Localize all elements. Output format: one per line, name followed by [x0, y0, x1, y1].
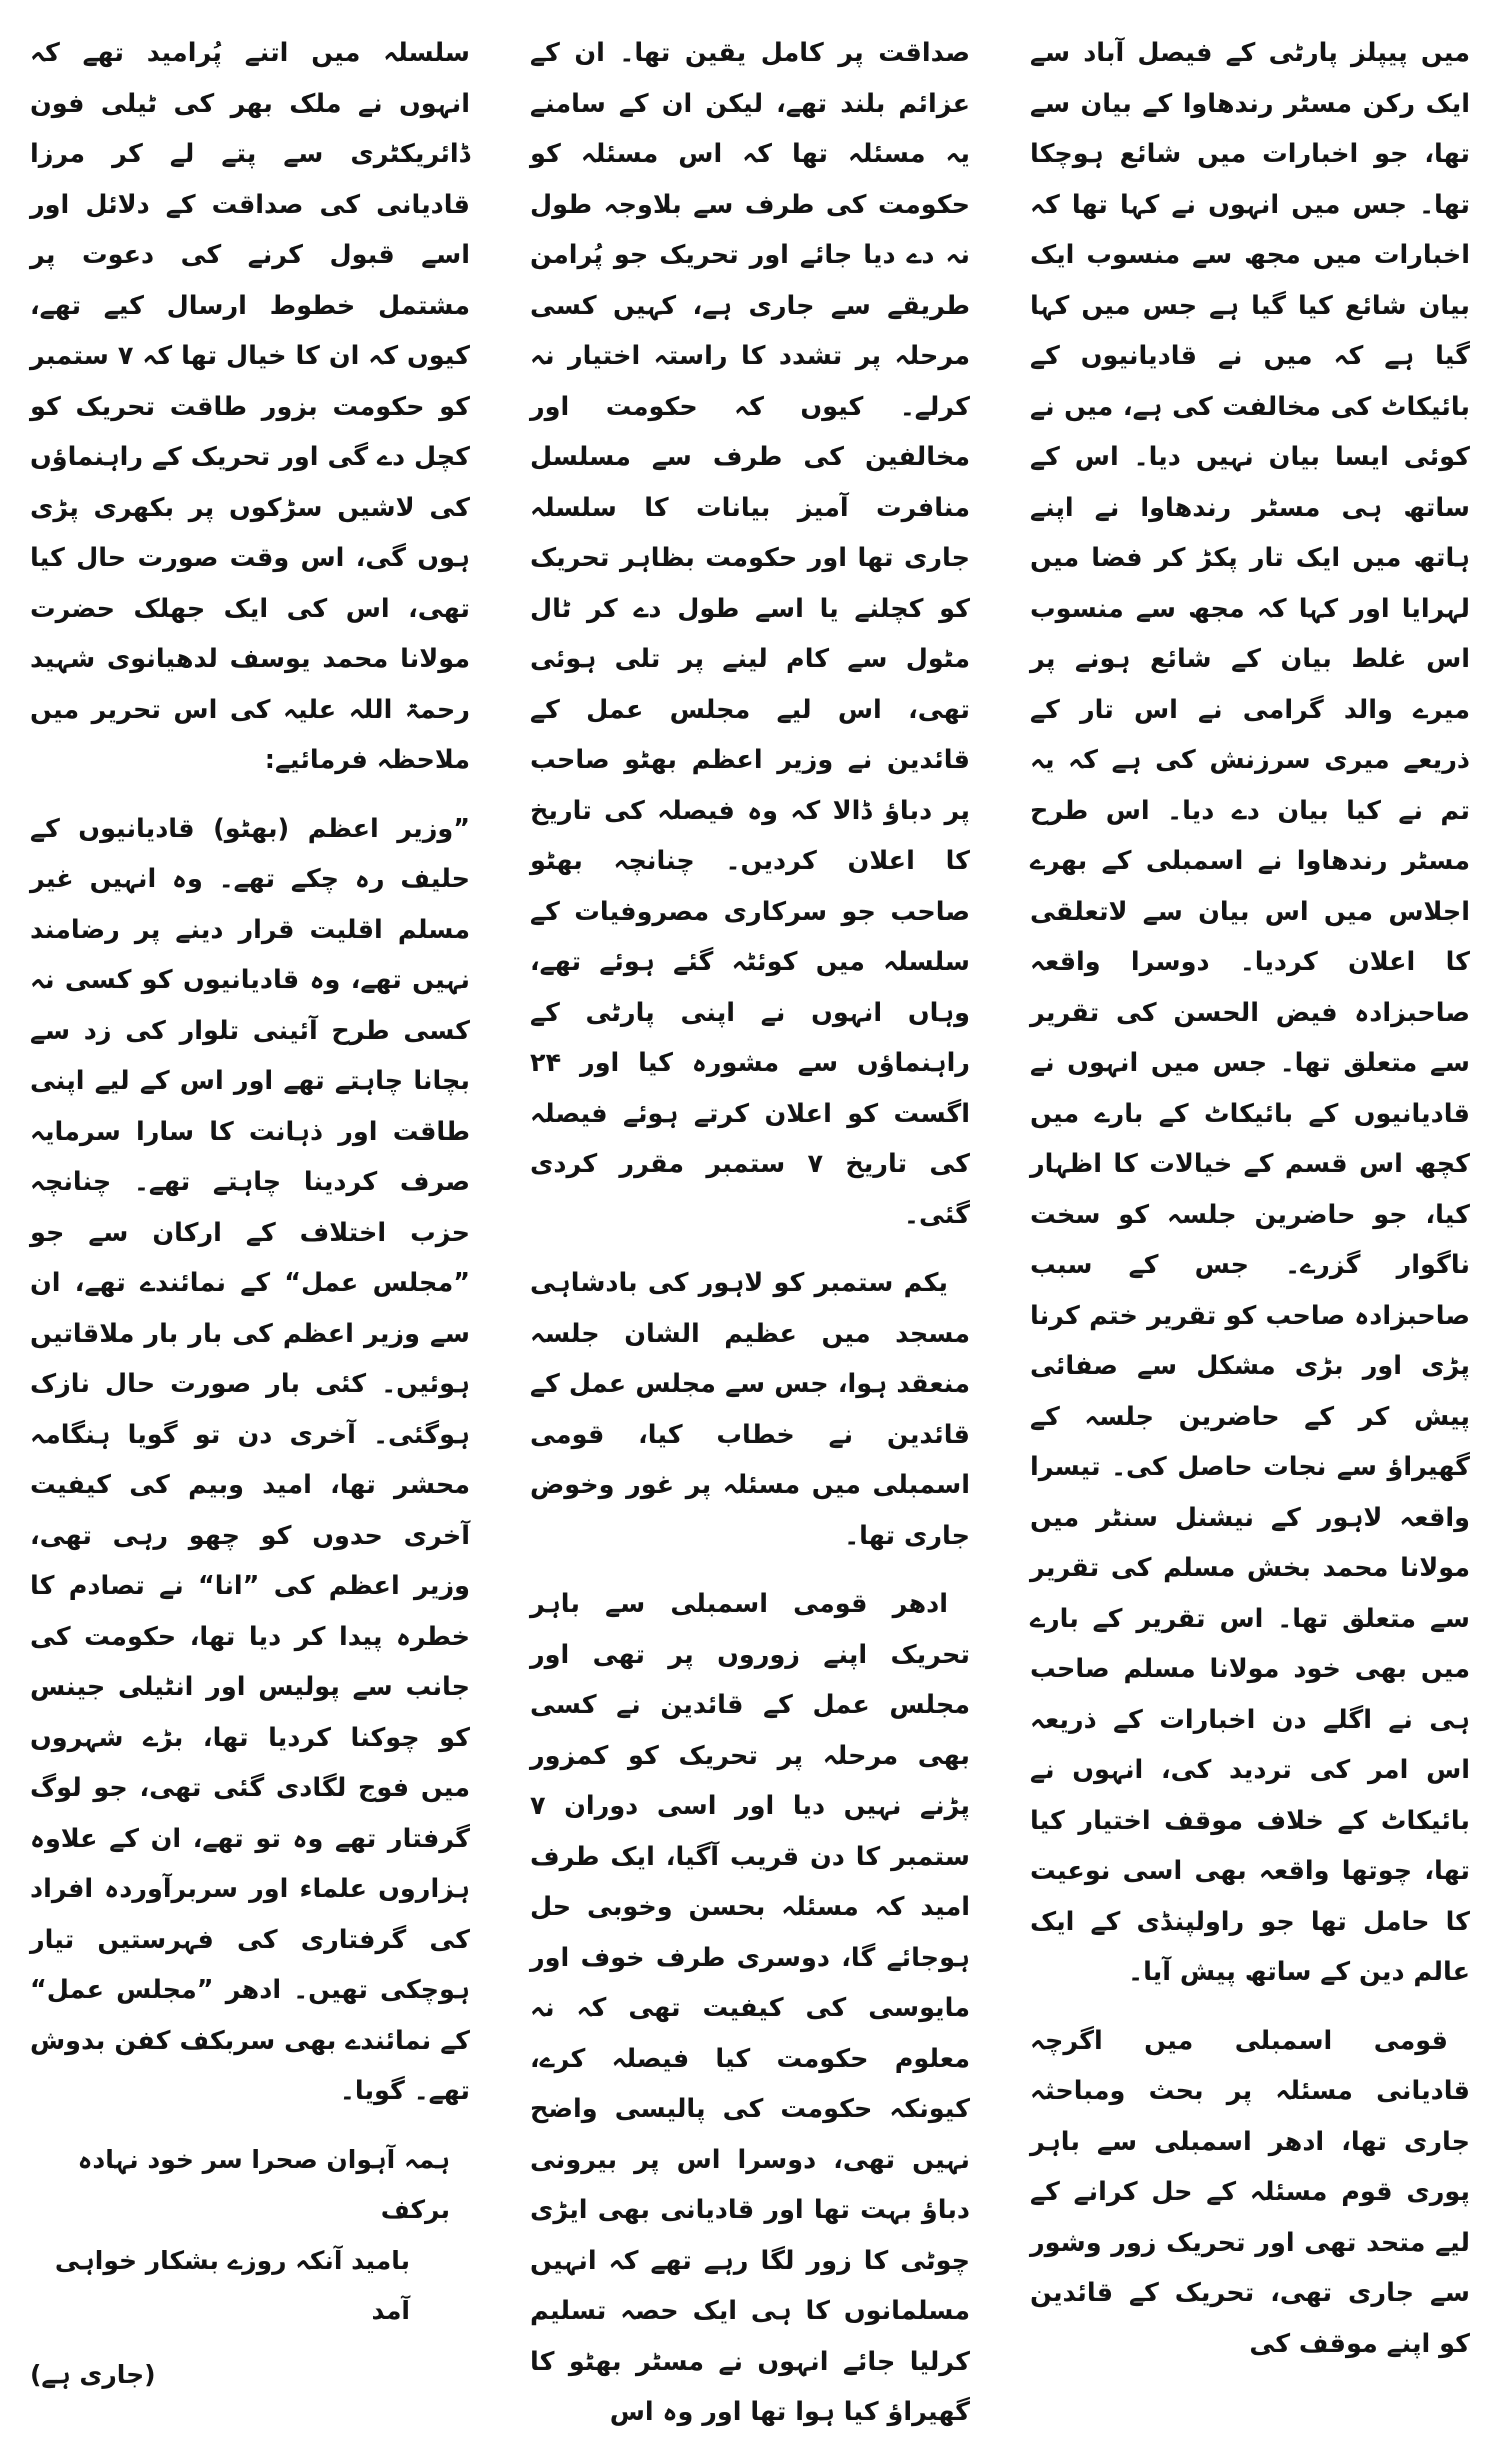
continued-note: (جاری ہے) [30, 2359, 156, 2389]
verse-line: ہمہ آہوان صحرا سر خود نہادہ برکف [77, 2144, 450, 2224]
quoted-paragraph: ”وزیر اعظم (بھٹو) قادیانیوں کے حلیف رہ چکے تھے۔ وہ انہیں غیر مسلم اقلیت قرار دینے پر رضامند نہیں تھے، وہ قادیانیوں کو کسی نہ کسی طرح آئینی تلوار کی زد سے بچانا چاہتے تھے اور اس کے لیے اپنی طاقت اور ذہانت کا سارا سرمایہ صرف کردینا چاہتے تھے۔ چنانچہ حزب اختلاف کے ارکان سے جو ”مجلس عمل“ کے نمائندے تھے، ان سے وزیر اعظم کی بار بار ملاقاتیں ہوئیں۔ کئی بار صورت حال نازک ہوگئی۔ آخری دن تو گویا ہنگامہ محشر تھا، امید وبیم کی کیفیت آخری حدوں کو چھو رہی تھی، وزیر اعظم کی ”انا“ نے تصادم کا خطرہ پیدا کر دیا تھا، حکومت کی جانب سے پولیس اور انٹیلی جینس کو چوکنا کردیا تھا، بڑے شہروں میں فوج لگادی گئی تھی، جو لوگ گرفتار تھے وہ تو تھے، ان کے علاوہ ہزاروں علماء اور سربرآوردہ افراد کی گرفتاری کی فہرستیں تیار ہوچکی تھیں۔ ادھر ”مجلس عمل“ کے نمائندے بھی سربکف کفن بدوش تھے۔ گویا۔ [30, 813, 470, 2106]
paragraph: قومی اسمبلی میں اگرچہ قادیانی مسئلہ پر بحث ومباحثہ جاری تھا، ادھر اسمبلی سے باہر پوری قوم مسئلہ کے حل کرانے کے لیے متحد تھی اور تحریک زور وشور سے جاری تھی، تحریک کے قائدین کو اپنے موقف کی [1030, 2025, 1470, 2359]
paragraph: ادھر قومی اسمبلی سے باہر تحریک اپنے زوروں پر تھی اور مجلس عمل کے قائدین نے کسی بھی مرحلہ پر تحریک کو کمزور پڑنے نہیں دیا اور اسی دوران ۷ ستمبر کا دن قریب آگیا، ایک طرف امید کہ مسئلہ بحسن وخوبی حل ہوجائے گا، دوسری طرف خوف اور مایوسی کی کیفیت تھی کہ نہ معلوم حکومت کیا فیصلہ کرے، کیونکہ حکومت کی پالیسی واضح نہیں تھی، دوسرا اس پر بیرونی دباؤ بہت تھا اور قادیانی بھی ایڑی چوٹی کا زور لگا رہے تھے کہ انہیں مسلمانوں کا ہی ایک حصہ تسلیم کرلیا جائے انہوں نے مسٹر بھٹو کا گھیراؤ کیا ہوا تھا اور وہ اس [530, 1589, 970, 2427]
paragraph: سلسلہ میں اتنے پُرامید تھے کہ انہوں نے ملک بھر کی ٹیلی فون ڈائریکٹری سے پتے لے کر مرزا قادیانی کی صداقت کے دلائل اور اسے قبول کرنے کی دعوت پر مشتمل خطوط ارسال کیے تھے، کیوں کہ ان کا خیال تھا کہ ۷ ستمبر کو حکومت بزور طاقت تحریک کو کچل دے گی اور تحریک کے راہنماؤں کی لاشیں سڑکوں پر بکھری پڑی ہوں گی، اس وقت صورت حال کیا تھی، اس کی ایک جھلک حضرت مولانا محمد یوسف لدھیانوی شہید رحمۃ اللہ علیہ کی اس تحریر میں ملاحظہ فرمائیے: [30, 38, 470, 775]
paragraph: صداقت پر کامل یقین تھا۔ ان کے عزائم بلند تھے، لیکن ان کے سامنے یہ مسئلہ تھا کہ اس مسئلہ کو حکومت کی طرف سے بلاوجہ طول نہ دے دیا جائے اور تحریک جو پُرامن طریقے سے جاری ہے، کہیں کسی مرحلہ پر تشدد کا راستہ اختیار نہ کرلے۔ کیوں کہ حکومت اور مخالفین کی طرف سے مسلسل منافرت آمیز بیانات کا سلسلہ جاری تھا اور حکومت بظاہر تحریک کو کچلنے یا اسے طول دے کر ٹال مٹول سے کام لینے پر تلی ہوئی تھی، اس لیے مجلس عمل کے قائدین نے وزیر اعظم بھٹو صاحب پر دباؤ ڈالا کہ وہ فیصلہ کی تاریخ کا اعلان کردیں۔ چنانچہ بھٹو صاحب جو سرکاری مصروفیات کے سلسلہ میں کوئٹہ گئے ہوئے تھے، وہاں انہوں نے اپنی پارٹی کے راہنماؤں سے مشورہ کیا اور ۲۴ اگست کو اعلان کرتے ہوئے فیصلہ کی تاریخ ۷ ستمبر مقرر کردی گئی۔ [530, 38, 970, 1230]
text-column-left [30, 28, 470, 2389]
text-column-right [1030, 28, 1470, 2359]
verse-line: بامید آنکہ روزے بشکار خواہی آمد [54, 2245, 410, 2325]
paragraph: یکم ستمبر کو لاہور کی بادشاہی مسجد میں عظیم الشان جلسہ منعقد ہوا، جس سے مجلس عمل کے قائدین نے خطاب کیا، قومی اسمبلی میں مسئلہ پر غور وخوض جاری تھا۔ [530, 1268, 970, 1551]
paragraph: میں پیپلز پارٹی کے فیصل آباد سے ایک رکن مسٹر رندھاوا کے بیان سے تھا، جو اخبارات میں شائع ہوچکا تھا۔ جس میں انہوں نے کہا تھا کہ اخبارات میں مجھ سے منسوب ایک بیان شائع کیا گیا ہے جس میں کہا گیا ہے کہ میں نے قادیانیوں کے بائیکاٹ کی مخالفت کی ہے، میں نے کوئی ایسا بیان نہیں دیا۔ اس کے ساتھ ہی مسٹر رندھاوا نے اپنے ہاتھ میں ایک تار پکڑ کر فضا میں لہرایا اور کہا کہ مجھ سے منسوب اس غلط بیان کے شائع ہونے پر میرے والد گرامی نے اس تار کے ذریعے میری سرزنش کی ہے کہ یہ تم نے کیا بیان دے دیا۔ اس طرح مسٹر رندھاوا نے اسمبلی کے بھرے اجلاس میں اس بیان سے لاتعلقی کا اعلان کردیا۔ دوسرا واقعہ صاحبزادہ فیض الحسن کی تقریر سے متعلق تھا۔ جس میں انہوں نے قادیانیوں کے بائیکاٹ کے بارے میں کچھ اس قسم کے خیالات کا اظہار کیا، جو حاضرین جلسہ کو سخت ناگوار گزرے۔ جس کے سبب صاحبزادہ صاحب کو تقریر ختم کرنا پڑی اور بڑی مشکل سے صفائی پیش کر کے حاضرین جلسہ کے گھیراؤ سے نجات حاصل کی۔ تیسرا واقعہ لاہور کے نیشنل سنٹر میں مولانا محمد بخش مسلم کی تقریر سے متعلق تھا۔ اس تقریر کے بارے میں بھی خود مولانا مسلم صاحب ہی نے اگلے دن اخبارات کے ذریعہ اس امر کی تردید کی، انہوں نے بائیکاٹ کے خلاف موقف اختیار کیا تھا، چوتھا واقعہ بھی اسی نوعیت کا حامل تھا جو راولپنڈی کے ایک عالم دین کے ساتھ پیش آیا۔ [1030, 38, 1470, 1987]
text-column-middle [530, 28, 970, 2427]
